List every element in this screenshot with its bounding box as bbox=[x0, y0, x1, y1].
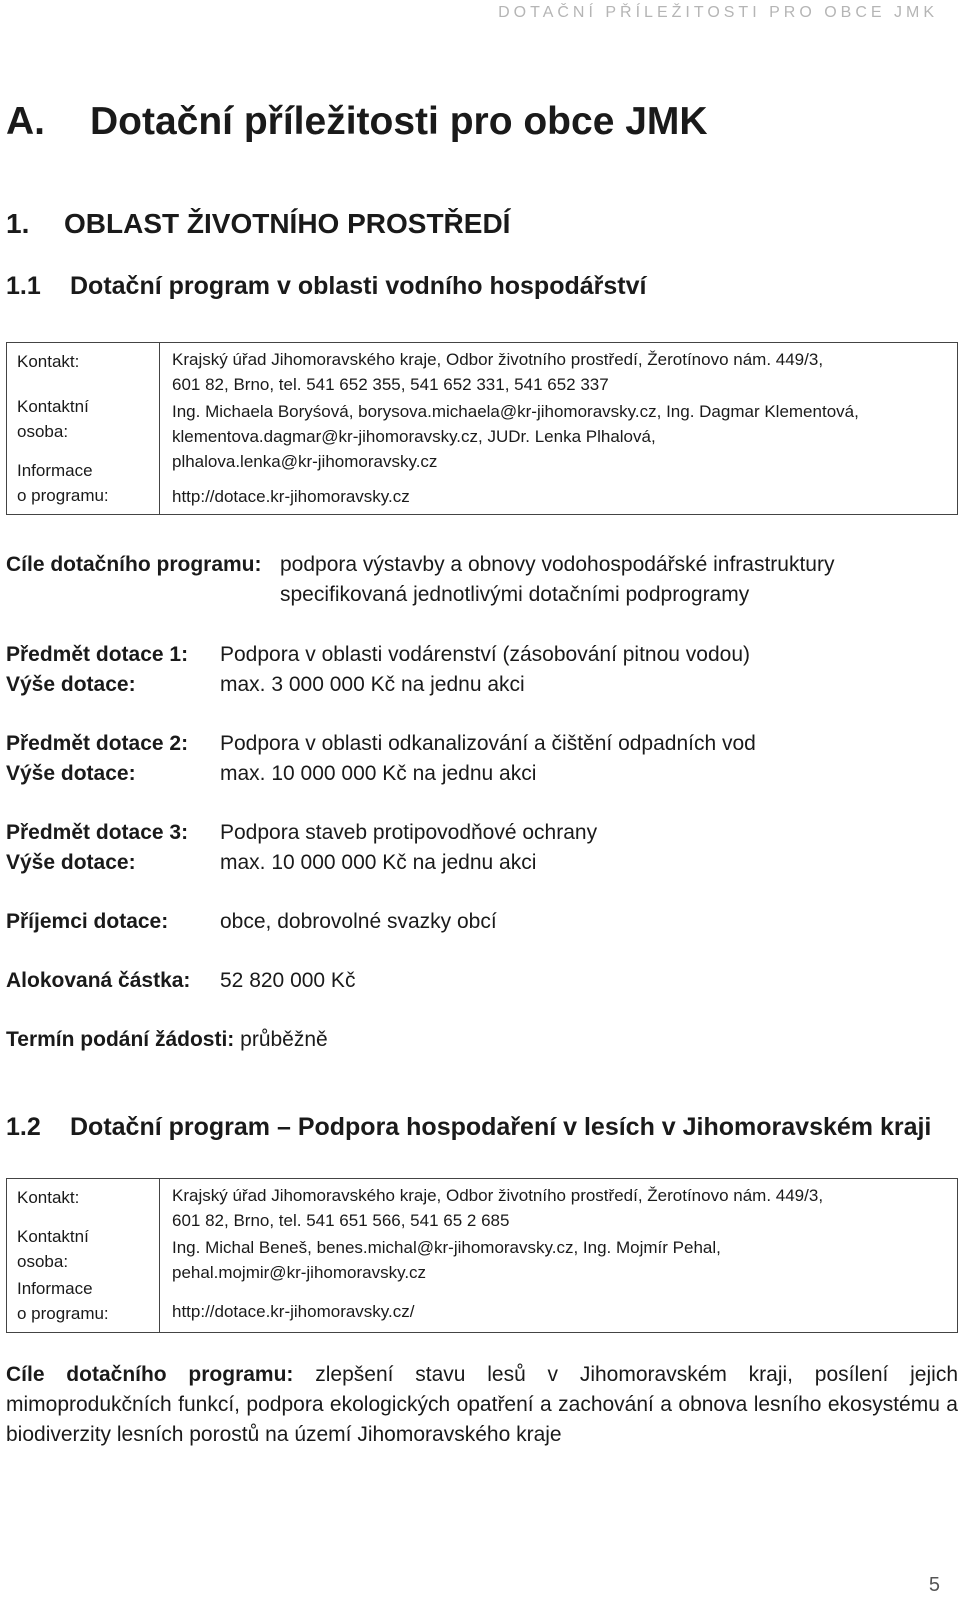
info-link[interactable]: http://dotace.kr-jihomoravsky.cz bbox=[172, 487, 410, 506]
contact-label: Kontakt: bbox=[17, 352, 80, 371]
subject-row: Předmět dotace 2: Podpora v oblasti odkanalizování a čištění odpadních vod bbox=[6, 732, 756, 755]
person-value: Ing. Michaela Boryśová, borysova.michaela@kr-jihomoravsky.cz, Ing. Dagmar Klementová, klementova.dagmar@kr-jihomoravsky.cz, JUDr. Lenka Plhalová, plhalova.lenka@kr-jihomoravsky.cz bbox=[172, 402, 859, 471]
program-1-heading: 1.1 Dotační program v oblasti vodního hospodářství bbox=[6, 272, 647, 300]
amount-row: Výše dotace: max. 3 000 000 Kč na jednu akci bbox=[6, 673, 525, 696]
amount-row: Výše dotace: max. 10 000 000 Kč na jednu akci bbox=[6, 762, 537, 785]
person-value: Ing. Michal Beneš, benes.michal@kr-jihomoravsky.cz, Ing. Mojmír Pehal, pehal.mojmir@kr-jihomoravsky.cz bbox=[172, 1238, 721, 1282]
contact-value: Krajský úřad Jihomoravského kraje, Odbor životního prostředí, Žerotínovo nám. 449/3, 601 82, Brno, tel. 541 651 566, 541 65 2 685 bbox=[172, 1186, 824, 1230]
program-2-goal: Cíle dotačního programu: zlepšení stavu lesů v Jihomoravském kraji, posílení jejich mimoprodukčních funkcí, podpora ekologických opatření a zachování a obnova lesního ekosystému a biodiverzity lesních porostů na území Jihomoravského kraje bbox=[6, 1363, 958, 1446]
amount-row: Výše dotace: max. 10 000 000 Kč na jednu akci bbox=[6, 851, 537, 874]
recipients-row: Příjemci dotace: obce, dobrovolné svazky obcí bbox=[6, 910, 497, 933]
allocated-row: Alokovaná částka: 52 820 000 Kč bbox=[6, 969, 356, 992]
page-number: 5 bbox=[928, 1574, 940, 1596]
page-title: A. Dotační příležitosti pro obce JMK bbox=[6, 100, 708, 143]
info-label: Informace o programu: bbox=[17, 461, 109, 505]
program-1-subjects bbox=[6, 640, 958, 1055]
info-link[interactable]: http://dotace.kr-jihomoravsky.cz/ bbox=[172, 1302, 415, 1321]
section-heading: 1. OBLAST ŽIVOTNÍHO PROSTŘEDÍ bbox=[6, 208, 511, 239]
running-header: DOTAČNÍ PŘÍLEŽITOSTI PRO OBCE JMK bbox=[498, 4, 938, 21]
info-label: Informace o programu: bbox=[17, 1279, 109, 1323]
subject-row: Předmět dotace 1: Podpora v oblasti vodárenství (zásobování pitnou vodou) bbox=[6, 643, 750, 666]
program-2-heading: 1.2 Dotační program – Podpora hospodaření v lesích v Jihomoravském kraji bbox=[6, 1113, 932, 1141]
program-1-contact-table bbox=[6, 342, 958, 515]
subject-row: Předmět dotace 3: Podpora staveb protipovodňové ochrany bbox=[6, 821, 598, 844]
contact-label: Kontakt: bbox=[17, 1188, 80, 1207]
program-2-contact-table bbox=[6, 1178, 958, 1333]
person-label: Kontaktní osoba: bbox=[17, 397, 89, 441]
contact-value: Krajský úřad Jihomoravského kraje, Odbor životního prostředí, Žerotínovo nám. 449/3, 601 82, Brno, tel. 541 652 355, 541 652 331, 541 652 337 bbox=[172, 350, 824, 394]
person-label: Kontaktní osoba: bbox=[17, 1227, 89, 1271]
deadline-row: Termín podání žádosti: průběžně bbox=[6, 1028, 328, 1051]
program-1-goal: Cíle dotačního programu: podpora výstavby a obnovy vodohospodářské infrastruktury specifikovaná jednotlivými dotačními podprogramy bbox=[6, 553, 835, 606]
